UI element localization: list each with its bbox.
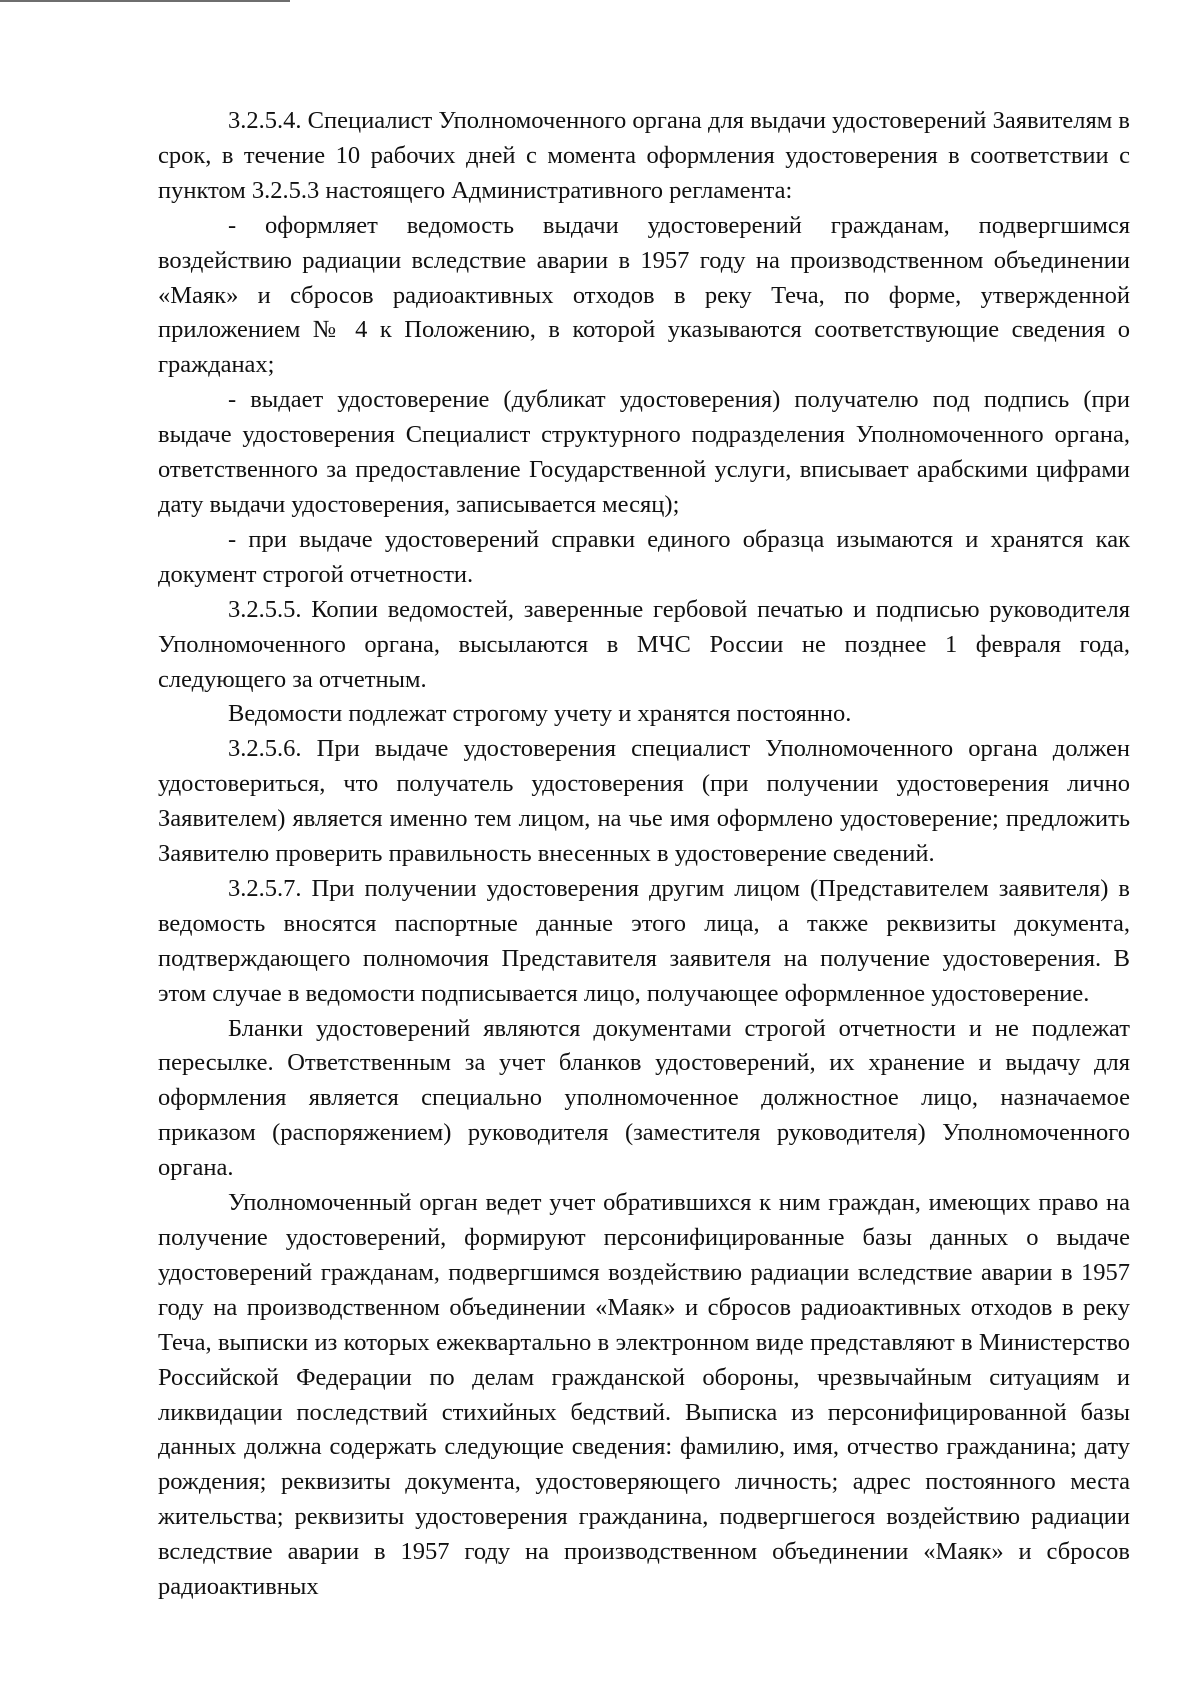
paragraph-3-2-5-6: 3.2.5.6. При выдаче удостоверения специалист Уполномоченного органа должен удостовериться, что получатель удостоверения (при получении удостоверения лично Заявителем) является именно тем лицом, на чье имя оформлено удостоверение; предложить Заявителю проверить правильность внесенных в удостоверение сведений.	[158, 735, 1130, 868]
paragraph-blanki: Бланки удостоверений являются документами строгой отчетности и не подлежат пересылке. Ответственным за учет бланков удостоверений, их хранение и выдачу для оформления является специально уполномоченное должностное лицо, назначаемое приказом (распоряжением) руководителя (заместителя руководителя) Уполномоченного органа.	[158, 1014, 1130, 1182]
paragraph-list-item-vydaet: - выдает удостоверение (дубликат удостоверения) получателю под подпись (при выдаче удостоверения Специалист структурного подразделения Уполномоченного органа, ответственного за предоставление Государственной услуги, вписывает арабскими цифрами дату выдачи удостоверения, записывается месяц);	[158, 386, 1130, 518]
paragraph-vedomosti: Ведомости подлежат строгому учету и хранятся постоянно.	[228, 700, 852, 728]
paragraph-list-item-spravki: - при выдаче удостоверений справки единого образца изымаются и хранятся как документ строгой отчетности.	[158, 525, 1130, 588]
paragraph-3-2-5-5: 3.2.5.5. Копии ведомостей, заверенные гербовой печатью и подписью руководителя Уполномоченного органа, высылаются в МЧС России не позднее 1 февраля года, следующего за отчетным.	[158, 595, 1130, 693]
top-edge-rule	[0, 0, 290, 2]
paragraph-3-2-5-4: 3.2.5.4. Специалист Уполномоченного органа для выдачи удостоверений Заявителям в срок, в течение 10 рабочих дней с момента оформления удостоверения в соответствии с пунктом 3.2.5.3 настоящего Административного регламента:	[158, 107, 1130, 204]
paragraph-uchet-grazhdan: Уполномоченный орган ведет учет обратившихся к ним граждан, имеющих право на получение удостоверений, формируют персонифицированные базы данных о выдаче удостоверений гражданам, подвергшимся воздействию радиации вследствие аварии в 1957 году на производственном объединении «Маяк» и сбросов радиоактивных отходов в реку Теча, выписки из которых ежеквартально в электронном виде представляют в Министерство Российской Федерации по делам гражданской обороны, чрезвычайным ситуациям и ликвидации последствий стихийных бедствий. Выписка из персонифицированной базы данных должна содержать следующие сведения: фамилию, имя, отчество гражданина; дату рождения; реквизиты документа, удостоверяющего личность; адрес постоянного места жительства; реквизиты удостоверения гражданина, подвергшегося воздействию радиации вследствие аварии в 1957 году на производственном объединении «Маяк» и сбросов радиоактивных	[158, 1189, 1130, 1601]
document-body	[158, 104, 1130, 1605]
paragraph-3-2-5-7: 3.2.5.7. При получении удостоверения другим лицом (Представителем заявителя) в ведомость вносятся паспортные данные этого лица, а также реквизиты документа, подтверждающего полномочия Представителя заявителя на получение удостоверения. В этом случае в ведомости подписывается лицо, получающее оформленное удостоверение.	[158, 874, 1130, 1007]
paragraph-list-item-vedomost: - оформляет ведомость выдачи удостоверений гражданам, подвергшимся воздействию радиации вследствие аварии в 1957 году на производственном объединении «Маяк» и сбросов радиоактивных отходов в реку Теча, по форме, утвержденной приложением № 4 к Положению, в которой указываются соответствующие сведения о гражданах;	[158, 211, 1130, 379]
